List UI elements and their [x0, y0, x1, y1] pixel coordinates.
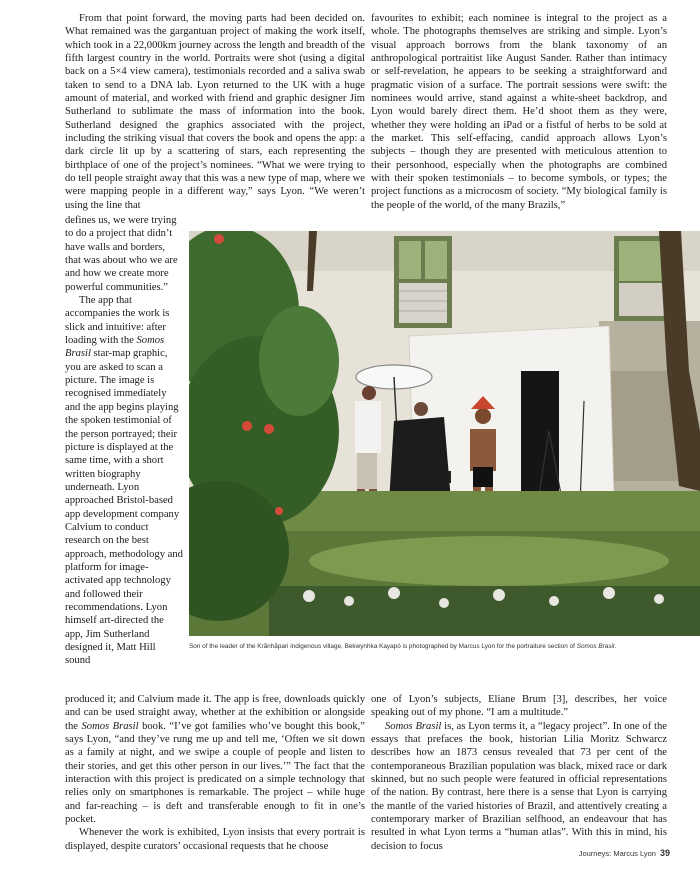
- paragraph: favourites to exhibit; each nominee is integral to the project as a whole. The photographs themselves are striking and simple. Lyon’s visual approach borrows from the blank taxonomy of an anthropological portraitist like August Sander. Rather than intimacy or self-revelation, he appears to be seeking a straightforward and pragmatic vision of a surface. The portrait sessions were swift: the nominees would arrive, stand against a white-sheet backdrop, and Lyon would barely direct them. He’d shoot them as they were, whether they were holding an iPad or a fistful of herbs to be sold at the market. This self-effacing, candid approach allows Lyon’s subjects – though they are presented with meticulous attention to their personhood, especially when the photographs are combined with their spoken testimonials – to become symbols, or types; the project functions as a microcosm of society. “My biological family is the people of the world, of the many Brazils,”: [371, 13, 667, 211]
- window-left: [394, 236, 452, 328]
- text-column-left-bottom: [65, 693, 365, 853]
- caption-end: .: [614, 643, 617, 650]
- italic-title: Somos Brasil: [385, 720, 442, 732]
- photo-caption: [189, 643, 669, 651]
- paragraph: [371, 720, 667, 853]
- paragraph: one of Lyon’s subjects, Eliane Brum [3], describes, her voice speaking out of my phone. “I am a multitude.”: [371, 694, 667, 719]
- paragraph: From that point forward, the moving parts had been decided on. What remained was the gargantuan project of making the work itself, which took in a 22,000km journey across the length and breadth of the fifth largest country in the world. Portraits were shot (using a digital back on a 5×4 view camera), testimonials recorded and a saliva swab taken to send to a DNA lab. Lyon returned to the UK with a huge amount of material, and worked with friend and graphic designer Jim Sutherland to sublimate the mass of information into the book. Sutherland designed the graphics associated with the project, including the striking visual that covers the book and opens the app: a dark circle lit up by a scattering of stars, each representing the birthplace of one of the project’s nominees. “What we were trying to do tell people straight away that this was a new type of map, where we were mapping people in a different way,” says Lyon. “We weren’t using the line that: [65, 13, 365, 211]
- text-column-narrow: [65, 214, 183, 668]
- article-photo: [189, 231, 700, 636]
- text-run: star-map graphic, you are asked to scan a picture. The image is recognised immediately and the app begins playing the spoken testimonial of the person portrayed; their picture is displayed at the same time, with a short written biography underneath. Lyon approached Bristol-based app development company Calvium to conduct research on the best approach, methodology and platform for image-activated app technology and followed their recommendations. Lyon himself art-directed the app, Jim Sutherland designed it, Matt Hill sound: [65, 348, 183, 667]
- paragraph: defines us, we were trying to do a project that didn’t have walls and borders, that was about who we are and how we create more powerful communities.”: [65, 215, 178, 293]
- page-footer: [579, 848, 670, 858]
- paragraph: Whenever the work is exhibited, Lyon insists that every portrait is displayed, despite curators’ occasional requests that he choose: [65, 827, 365, 852]
- text-run: produced it; and Calvium made it. The app is free, downloads quickly and can be used straight away, whether at the exhibition or alongside the: [65, 694, 365, 732]
- paragraph: [65, 693, 365, 826]
- italic-title: Somos Brasil: [65, 335, 165, 360]
- text-column-left-top: [65, 12, 365, 212]
- photo-illustration: [189, 231, 700, 636]
- caption-italic-title: Somos Brasil: [576, 643, 615, 650]
- paragraph: [65, 294, 183, 668]
- text-run: book. “I’ve got families who’ve bought this book,” says Lyon, “and they’ve rung me up and tell me, ‘Often we sit down as a family at night, and we swipe a couple of people and listen to their stories, and get this other person in our lives.’” The fact that the interaction with this project is predicated on a simple technology that relies only on smartphones is remarkable. The project – while huge and far-reaching – is deft and transferable enough to fit in one’s pocket.: [65, 720, 366, 826]
- text-column-right-bottom: [371, 693, 667, 853]
- page-number: 39: [659, 848, 670, 858]
- section-name: Journeys: Marcus Lyon: [578, 849, 656, 858]
- text-column-right-top: [371, 12, 667, 212]
- text-run: The app that accompanies the work is slick and intuitive: after loading with the: [65, 295, 170, 347]
- caption-text: Son of the leader of the Krãnhãpari indigenous village, Bekwynhka Kayapó is photographed by Marcus Lyon for the portraiture section of: [189, 643, 577, 650]
- italic-title: Somos Brasil: [81, 720, 139, 732]
- text-run: is, as Lyon terms it, a “legacy project”. In one of the essays that prefaces the book, historian Lilia Moritz Schwarcz describes how an 1873 census revealed that 73 per cent of the contemporaneous Brazilian population was black, mixed race or dark skinned, but no such people were featured in official representations of the nation. By contrast, here there is a sense that Lyon is carrying the mantle of the varied histories of Brazil, and attentively creating a contemporary marker of Brazilian selfhood, an endeavour that has resulted in what Lyon terms a “human atlas”. With this in mind, his decision to focus: [371, 720, 667, 852]
